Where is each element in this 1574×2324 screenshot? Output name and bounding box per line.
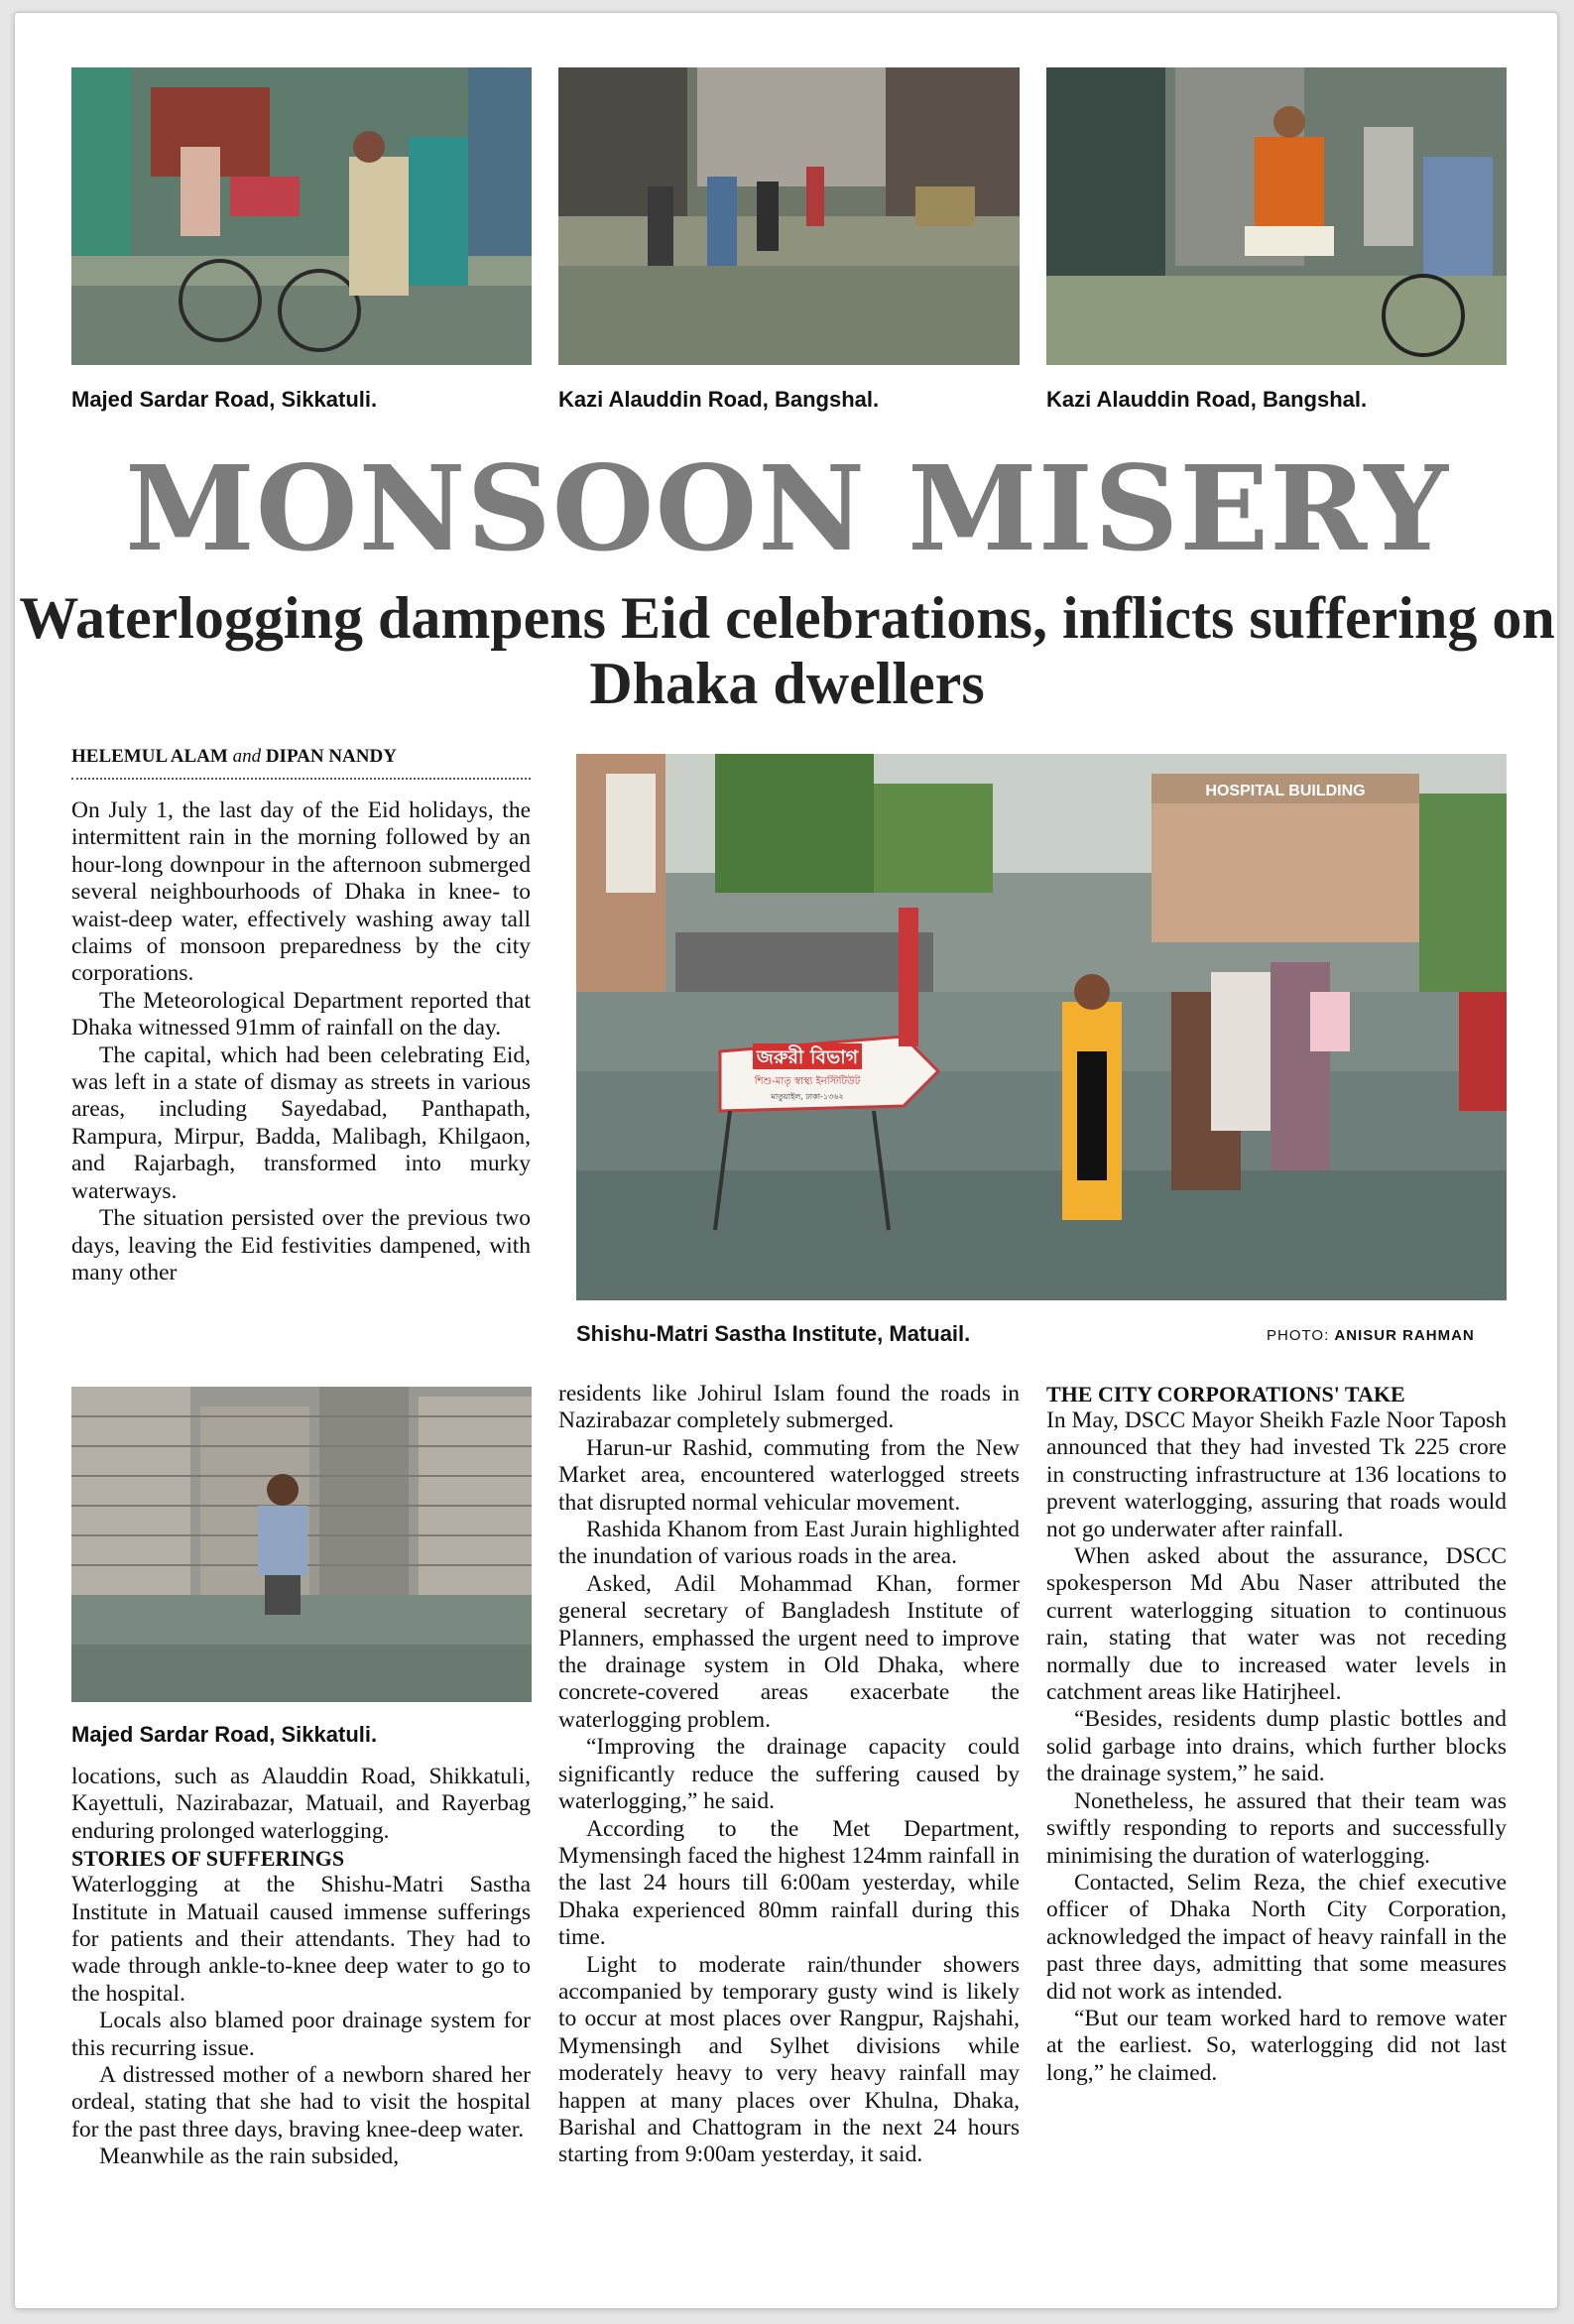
column-1-bottom — [71, 1764, 531, 2289]
photo-people-wading-street — [558, 67, 1020, 365]
main-photo-caption: Shishu-Matri Sastha Institute, Matuail. — [576, 1321, 971, 1346]
section-heading-stories: STORIES OF SUFFERINGS — [71, 1846, 345, 1872]
byline-joiner: and — [232, 746, 262, 767]
photo-rickshaw-flooded-street — [71, 67, 532, 365]
paragraph: Harun-ur Rashid, commuting from the New Market area, encountered waterlogged streets that disrupted normal vehicular movement. — [558, 1434, 1020, 1516]
paragraph: According to the Met Department, Mymensingh faced the highest 124mm rainfall in the last 24 hours till 6:00am yesterday, while Dhaka experienced 80mm rainfall during this time. — [558, 1815, 1020, 1951]
paragraph: On July 1, the last day of the Eid holidays, the intermittent rain in the morning followed by an hour-long downpour in the afternoon submerged several neighbourhoods of Dhaka in knee- to waist-deep water, effectively washing away tall claims of monsoon preparedness by the city corporations. — [71, 797, 531, 987]
column-2 — [558, 1381, 1020, 2291]
left-photo-caption: Majed Sardar Road, Sikkatuli. — [71, 1722, 378, 1747]
sign-bengali-subtitle: শিশু-মাতৃ স্বাস্থ্য ইনস্টিটিউট — [754, 1076, 861, 1087]
headline: MONSOON MISERY — [125, 439, 1449, 577]
top-photo-2-caption: Kazi Alauddin Road, Bangshal. — [558, 387, 880, 412]
paragraph: Meanwhile as the rain subsided, — [99, 2143, 400, 2170]
paragraph: “Improving the drainage capacity could significantly reduce the suffering caused by waterlogging,” he said. — [558, 1734, 1020, 1815]
paragraph: The capital, which had been celebrating Eid, was left in a state of dismay as streets in various areas, including Sayedabad, Panthapath, Rampura, Mirpur, Badda, Malibagh, Khilgaon, and Rajarbagh, transformed into murky waterways. — [71, 1041, 531, 1204]
paragraph: residents like Johirul Islam found the roads in Nazirabazar completely submerged. — [558, 1381, 1020, 1434]
photo-man-wading-shutters — [71, 1387, 532, 1702]
paragraph: Contacted, Selim Reza, the chief executive officer of Dhaka North City Corporation, acknowledged the impact of heavy rainfall in the past three days, admitting that some measures did not work as intended. — [1046, 1869, 1507, 2005]
paragraph: Rashida Khanom from East Jurain highlighted the inundation of various roads in the area. — [558, 1517, 1020, 1570]
photo-credit — [1267, 1327, 1475, 1344]
byline-author-1: HELEMUL ALAM — [71, 746, 228, 767]
column-1-top — [71, 797, 531, 1343]
paragraph: “Besides, residents dump plastic bottles and solid garbage into drains, which further blocks the drainage system,” he said. — [1046, 1706, 1507, 1787]
paragraph: The situation persisted over the previous two days, leaving the Eid festivities dampened, with many other — [71, 1205, 531, 1285]
paragraph: The Meteorological Department reported that Dhaka witnessed 91mm of rainfall on the day. — [71, 987, 531, 1041]
sign-bengali-title: জরুরী বিভাগ — [756, 1046, 859, 1068]
paragraph: “But our team worked hard to remove water at the earliest. So, waterlogging did not last long,” he claimed. — [1046, 2005, 1507, 2086]
byline — [71, 746, 531, 780]
byline-author-2: DIPAN NANDY — [265, 746, 397, 767]
photo-credit-name: ANISUR RAHMAN — [1334, 1327, 1475, 1344]
paragraph: Waterlogging at the Shishu-Matri Sastha Institute in Matuail caused immense sufferings for patients and their attendants. They had to wade through ankle-to-knee deep water to go to the hospital. — [71, 1872, 531, 2007]
section-heading-city: THE CITY CORPORATIONS' TAKE — [1046, 1382, 1405, 1407]
paragraph: In May, DSCC Mayor Sheikh Fazle Noor Taposh announced that they had invested Tk 225 crore in constructing infrastructure at 136 locations to prevent waterlogging, assuring that roads would not go underwater after rainfall. — [1046, 1407, 1507, 1542]
photo-hospital-flooded — [576, 754, 1507, 1300]
paragraph: locations, such as Alauddin Road, Shikkatuli, Kayettuli, Nazirabazar, Matuail, and Rayerbag enduring prolonged waterlogging. — [71, 1764, 531, 1844]
photo-credit-label: PHOTO: — [1267, 1327, 1330, 1344]
building-sign: HOSPITAL BUILDING — [1205, 783, 1366, 799]
photo-man-jumping-water — [1046, 67, 1507, 365]
paragraph: Nonetheless, he assured that their team was swiftly responding to reports and successfully minimising the duration of waterlogging. — [1046, 1787, 1507, 1869]
paragraph: Light to moderate rain/thunder showers accompanied by temporary gusty wind is likely to occur at most places over Rangpur, Rajshahi, Mymensingh and Sylhet divisions while moderately heavy to very heavy rainfall may happen at many places over Khulna, Dhaka, Barishal and Chattogram in the next 24 hours starting from 9:00am yesterday, it said. — [558, 1951, 1020, 2168]
top-photo-3-caption: Kazi Alauddin Road, Bangshal. — [1046, 387, 1368, 412]
top-photo-1-caption: Majed Sardar Road, Sikkatuli. — [71, 387, 378, 412]
subheadline: Waterlogging dampens Eid celebrations, inflicts suffering on Dhaka dwellers — [19, 585, 1555, 716]
paragraph: Locals also blamed poor drainage system for this recurring issue. — [71, 2008, 531, 2061]
column-3 — [1046, 1381, 1507, 2291]
paragraph: Asked, Adil Mohammad Khan, former general secretary of Bangladesh Institute of Planners, emphassed the urgent need to improve the drainage system in Old Dhaka, where concrete-covered areas exacerbate the waterlogging problem. — [558, 1570, 1020, 1733]
sign-bengali-address: মাতুয়াইল, ঢাকা-১৩৬২ — [771, 1092, 844, 1101]
paragraph: When asked about the assurance, DSCC spokesperson Md Abu Naser attributed the current waterlogging situation to continuous rain, stating that water was not receding normally due to increased water levels in catchment areas like Hatirjheel. — [1046, 1543, 1507, 1706]
paragraph: A distressed mother of a newborn shared her ordeal, stating that she had to visit the hospital for the past three days, braving knee-deep water. — [71, 2062, 531, 2142]
